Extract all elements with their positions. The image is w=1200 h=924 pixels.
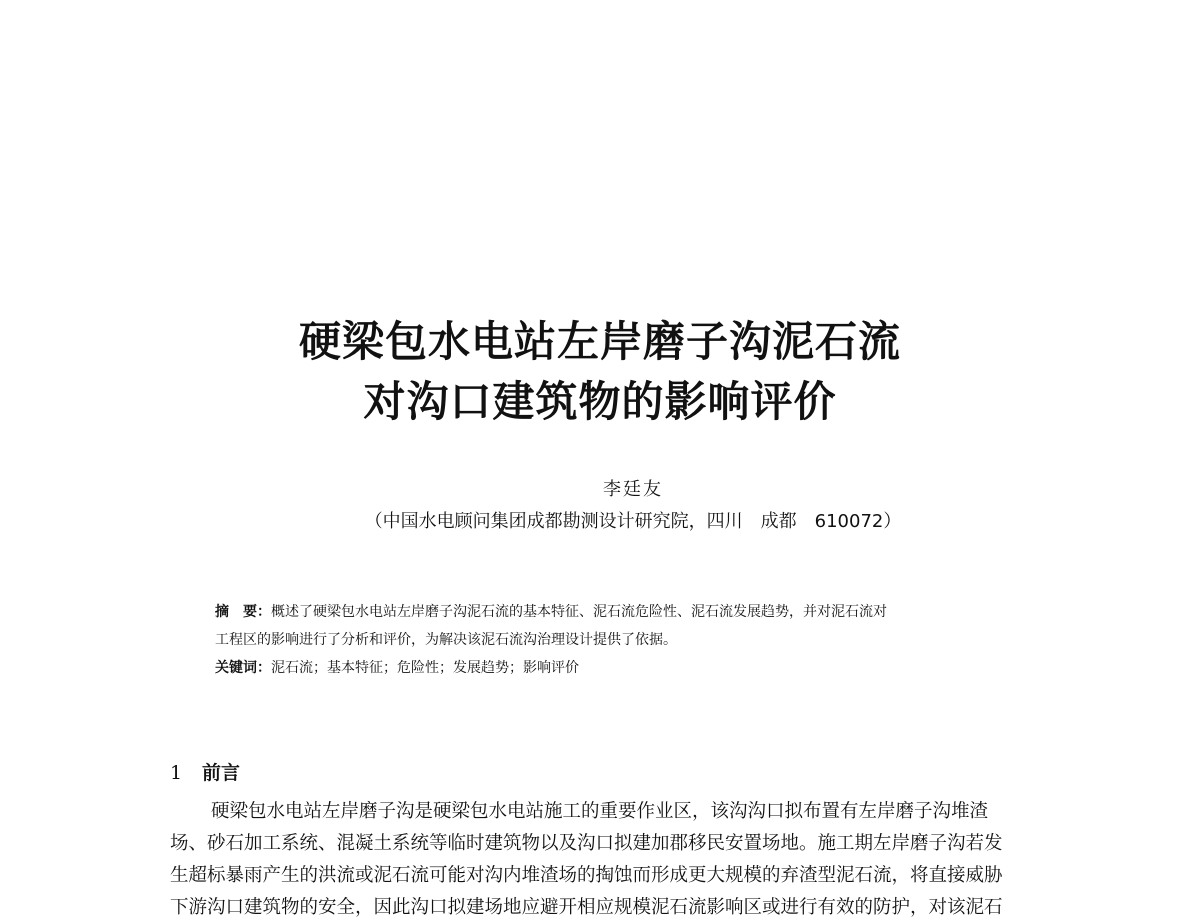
keywords-text: 泥石流；基本特征；危险性；发展趋势；影响评价 [271,660,579,676]
author-affiliation: （中国水电顾问集团成都勘测设计研究院，四川 成都 610072） [364,511,902,532]
body-line: 硬梁包水电站左岸磨子沟是硬梁包水电站施工的重要作业区，该沟沟口拟布置有左岸磨子沟堆渣 [211,801,989,822]
paper-title [0,312,1200,432]
section-title: 前言 [202,762,241,784]
body-line: 下游沟口建筑物的安全，因此沟口拟建场地应避开相应规模泥石流影响区或进行有效的防护，对该泥石 [170,897,1003,918]
body-line: 场、砂石加工系统、混凝土系统等临时建筑物以及沟口拟建加郡移民安置场地。施工期左岸磨子沟若发 [170,833,1003,854]
author-name: 李廷友 [603,479,663,500]
abstract-block [215,598,1095,682]
section-heading [170,760,240,786]
abstract-label: 摘 要： [215,604,271,620]
body-line: 生超标暴雨产生的洪流或泥石流可能对沟内堆渣场的掏蚀而形成更大规模的弃渣型泥石流，将直接威胁 [170,865,1003,886]
keywords-label: 关键词： [215,660,271,676]
title-line-1: 硬梁包水电站左岸磨子沟泥石流 [298,317,901,366]
abstract-line-1 [215,598,1095,626]
section-number: 1 [170,762,183,784]
keywords-line [215,654,1095,682]
abstract-line-2: 工程区的影响进行了分析和评价，为解决该泥石流沟治理设计提供了依据。 [215,632,677,648]
body-paragraph [170,796,1120,924]
abstract-text-1: 概述了硬梁包水电站左岸磨子沟泥石流的基本特征、泥石流危险性、泥石流发展趋势，并对泥石流对 [271,604,887,620]
title-line-2: 对沟口建筑物的影响评价 [363,377,837,426]
